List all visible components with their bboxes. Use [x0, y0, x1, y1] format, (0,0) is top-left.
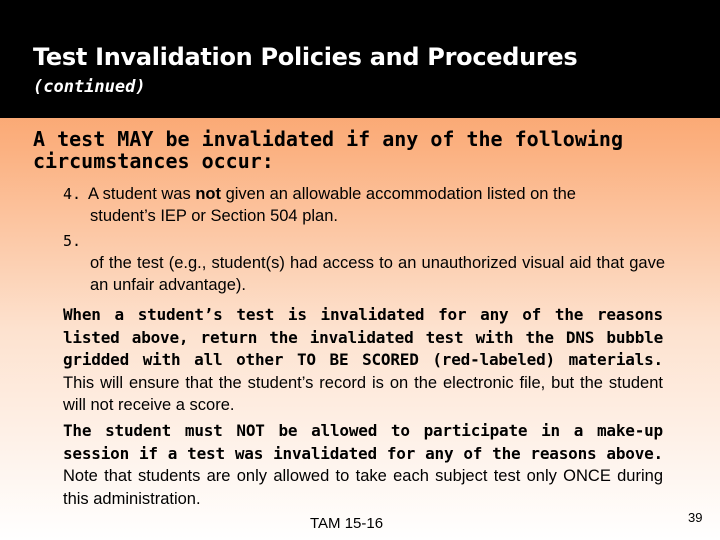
page-number: 39 [688, 510, 703, 525]
list-item-continuation: of the test (e.g., student(s) had access to an unauthorized visual aid that gave an unfair advantage). [90, 254, 665, 294]
list-item-emphasis: not [195, 185, 221, 203]
list-item-continuation: student’s IEP or Section 504 plan. [90, 207, 338, 225]
paragraph-text: This will ensure that the student’s record is on the electronic file, but the student will not receive a score. [63, 373, 663, 414]
list-item-text-end: given an allowable accommodation listed on the [225, 185, 576, 203]
page-title: Test Invalidation Policies and Procedures [33, 43, 578, 71]
list-item-number: 5. [63, 232, 82, 250]
footer-label: TAM 15-16 [310, 515, 384, 532]
list-item-text-start: A student was [88, 185, 191, 203]
paragraph-text: Note that students are only allowed to take each subject test only ONCE during this administration. [63, 467, 663, 508]
invalidation-paragraph [63, 304, 663, 417]
paragraph-bold-text: When a student’s test is invalidated for any of the reasons listed above, return the invalidated test with the DNS bubble gridded with all other TO BE SCORED (red-labeled) materials. [63, 305, 663, 369]
makeup-paragraph [63, 420, 663, 510]
title-bar [0, 0, 720, 118]
page-subtitle: (continued) [33, 77, 146, 97]
list-item-5 [63, 230, 665, 296]
list-item-number: 4. [63, 185, 82, 203]
paragraph-bold-text: The student must NOT be allowed to participate in a make-up session if a test was invalidated for any of the reasons above. [63, 421, 663, 463]
section-heading: A test MAY be invalidated if any of the following circumstances occur: [33, 127, 624, 173]
list-item-4 [63, 183, 665, 227]
